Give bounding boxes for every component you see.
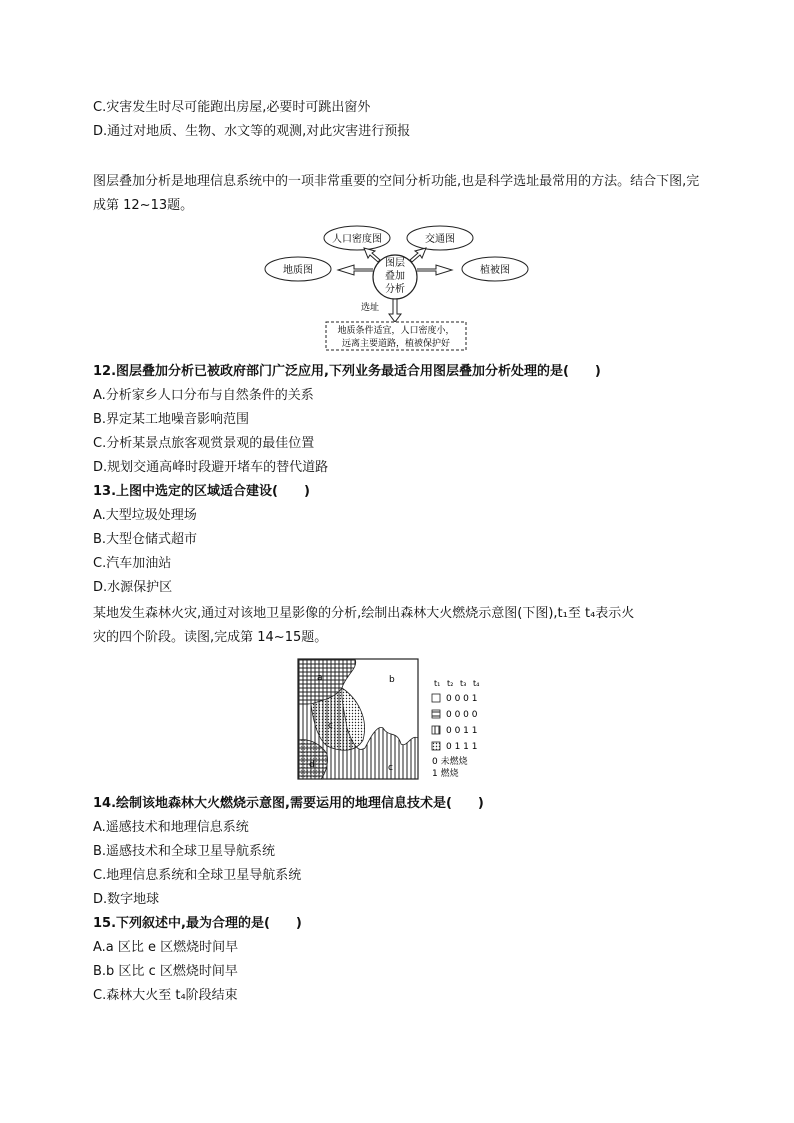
q15-option-c: C.森林大火至 t₄阶段结束: [93, 988, 238, 1003]
center-line-3: 分析: [385, 284, 405, 295]
q14-option-d: D.数字地球: [93, 892, 160, 907]
arrow-to-geology: [338, 265, 373, 275]
arrow-to-traffic: [410, 248, 426, 262]
vegetation-label: 植被图: [480, 265, 510, 276]
q12-option-b: B.界定某工地噪音影响范围: [93, 412, 250, 427]
q14-option-b: B.遥感技术和全球卫星导航系统: [93, 844, 276, 859]
question-12-stem: 12.图层叠加分析已被政府部门广泛应用,下列业务最适合用图层叠加分析处理的是( ): [93, 364, 601, 379]
legend-row-4-values: 0 1 1 1: [446, 742, 478, 752]
q13-option-d: D.水源保护区: [93, 580, 173, 595]
region-label-c1: c: [328, 721, 333, 731]
header-t4: t₄: [473, 679, 480, 688]
question-13-stem: 13.上图中选定的区域适合建设( ): [93, 484, 310, 499]
traffic-label: 交通图: [425, 234, 455, 245]
region-label-d: d: [309, 760, 315, 770]
q14-option-c: C.地理信息系统和全球卫星导航系统: [93, 868, 302, 883]
arrow-to-vegetation: [417, 265, 452, 275]
arrow-to-population: [364, 248, 380, 262]
intro-paragraph-2b: 灾的四个阶段。读图,完成第 14~15题。: [93, 630, 328, 645]
map-area: [298, 659, 418, 779]
center-line-2: 叠加: [385, 271, 405, 282]
legend-table: [432, 679, 479, 779]
legend-row-2-values: 0 0 0 0: [446, 710, 478, 720]
header-t1: t₁: [434, 679, 441, 688]
region-label-c2: c: [388, 763, 393, 773]
region-label-b: b: [389, 675, 395, 685]
region-label-a: a: [317, 673, 323, 683]
legend-swatch-blank: [432, 694, 440, 702]
geology-label: 地质图: [283, 265, 313, 276]
population-label: 人口密度图: [332, 234, 382, 245]
arrow-to-result: [389, 299, 401, 322]
select-label: 选址: [360, 303, 380, 313]
result-line-2: 远离主要道路，植被保护好: [341, 339, 451, 349]
q12-option-c: C.分析某景点旅客观赏景观的最佳位置: [93, 436, 315, 451]
legend-swatch-vertical: [432, 726, 440, 734]
legend-zero-meaning: 0 未燃烧: [432, 757, 468, 767]
intro-paragraph-1: 图层叠加分析是地理信息系统中的一项非常重要的空间分析功能,也是科学选址最常用的方法。结合下图,完成第 12~13题。: [93, 174, 700, 213]
forest-fire-diagram: [297, 658, 507, 784]
q15-option-a: A.a 区比 e 区燃烧时间早: [93, 940, 239, 955]
intro-paragraph-2a: 某地发生森林火灾,通过对该地卫星影像的分析,绘制出森林大火燃烧示意图(下图),t₁至 t₄表示火: [93, 606, 635, 621]
header-t2: t₂: [447, 679, 454, 688]
legend-row-3-values: 0 0 1 1: [446, 726, 478, 736]
result-line-1: 地质条件适宜，人口密度小，: [337, 326, 455, 336]
question-14-stem: 14.绘制该地森林大火燃烧示意图,需要运用的地理信息技术是( ): [93, 796, 484, 811]
q15-option-b: B.b 区比 c 区燃烧时间早: [93, 964, 238, 979]
legend-one-meaning: 1 燃烧: [432, 769, 459, 779]
overlay-analysis-diagram: [260, 222, 530, 352]
q13-option-b: B.大型仓储式超市: [93, 532, 198, 547]
option-c-prev: C.灾害发生时尽可能跑出房屋,必要时可跳出窗外: [93, 100, 371, 115]
header-t3: t₃: [460, 679, 467, 688]
question-15-stem: 15.下列叙述中,最为合理的是( ): [93, 916, 302, 931]
legend-row-1-values: 0 0 0 1: [446, 694, 478, 704]
legend-swatch-horizontal: [432, 710, 440, 718]
q13-option-c: C.汽车加油站: [93, 556, 172, 571]
q12-option-a: A.分析家乡人口分布与自然条件的关系: [93, 388, 314, 403]
q12-option-d: D.规划交通高峰时段避开堵车的替代道路: [93, 460, 329, 475]
q14-option-a: A.遥感技术和地理信息系统: [93, 820, 249, 835]
legend-swatch-dots: [432, 742, 440, 750]
option-d-prev: D.通过对地质、生物、水文等的观测,对此灾害进行预报: [93, 124, 411, 139]
center-line-1: 图层: [385, 258, 405, 269]
q13-option-a: A.大型垃圾处理场: [93, 508, 197, 523]
